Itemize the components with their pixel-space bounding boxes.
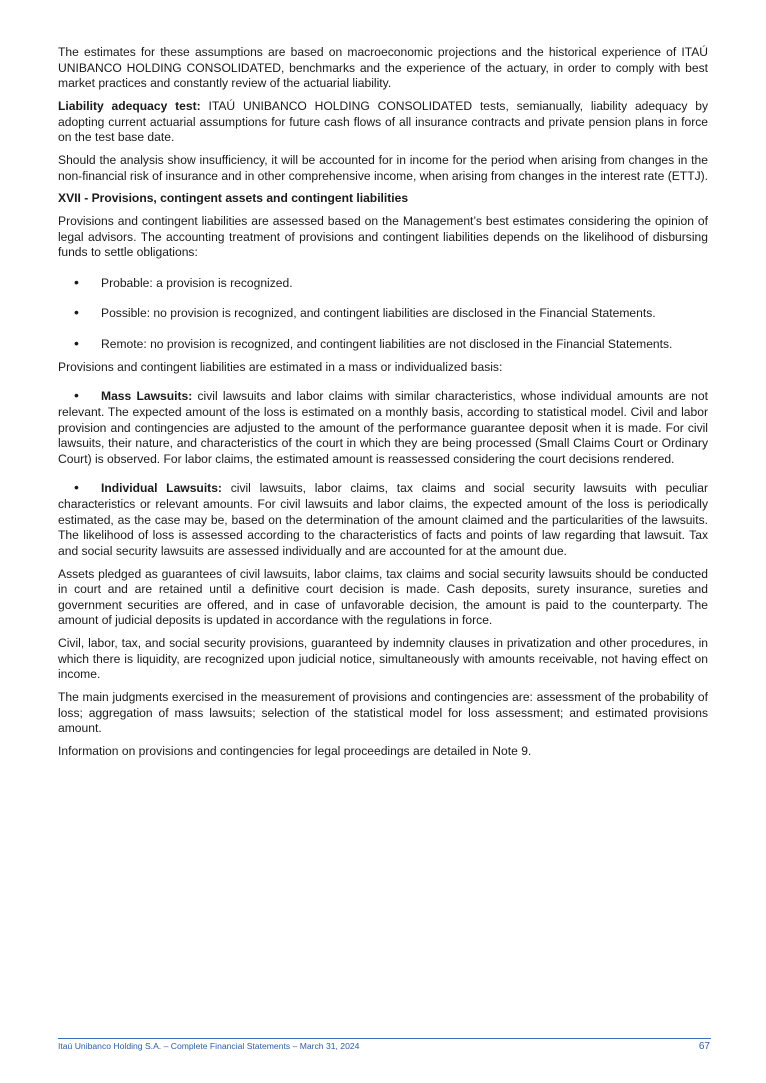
bullet-possible [58,305,708,322]
document-body [58,45,708,767]
paragraph-provisions-intro: Provisions and contingent liabilities are assessed based on the Management’s best estimates considering the opinion of legal advisors. The accounting treatment of provisions and contingent liabilities depends on the likelihood of disbursing funds to settle obligations: [58,214,708,260]
paragraph-insufficiency: Should the analysis show insufficiency, it will be accounted for in income for the period when arising from changes in the non-financial risk of insurance and in other comprehensive income, when arising from changes in the interest rate (ETTJ). [58,152,709,183]
bullet-possible-text: Possible: no provision is recognized, and contingent liabilities are disclosed in the Financial Statements. [101,306,656,321]
liability-adequacy-label: Liability adequacy test: [58,98,201,113]
mass-lawsuits-label: Mass Lawsuits: [101,389,193,404]
bullet-individual-lawsuits [58,480,708,559]
bullet-icon: • [74,304,79,321]
bullet-mass-lawsuits [58,388,708,467]
individual-lawsuits-label: Individual Lawsuits: [101,481,222,496]
section-heading: XVII - Provisions, contingent assets and contingent liabilities [58,191,409,206]
mass-lawsuits-text: civil lawsuits and labor claims with similar characteristics, whose individual amounts are not relevant. The expected amount of the loss is estimated on a monthly basis, according to statistical model. Civil and labor provision and contingencies are adjusted to the amount of the performance guarantee deposit when it is made. For civil lawsuits, their nature, and characteristics of the court in which they are being processed (Small Claims Court or Ordinary Court) is observed. For labor claims, the estimated amount is reassessed considering the court decisions rendered. [58,389,708,466]
footer-document-title: Itaú Unibanco Holding S.A. – Complete Financial Statements – March 31, 2024 [58,1041,360,1051]
bullet-icon: • [74,273,79,290]
bullet-icon: • [74,479,79,496]
paragraph-note-reference: Information on provisions and contingencies for legal proceedings are detailed in Note 9. [58,744,532,759]
bullet-icon: • [74,335,79,352]
footer-divider [58,1038,711,1039]
paragraph-liability-adequacy [58,99,708,146]
bullet-probable-text: Probable: a provision is recognized. [101,275,293,290]
paragraph-estimation-basis: Provisions and contingent liabilities are estimated in a mass or individualized basis: [58,359,503,374]
bullet-probable [58,275,708,292]
paragraph-indemnity: Civil, labor, tax, and social security provisions, guaranteed by indemnity clauses in privatization and other procedures, in which there is liquidity, are recognized upon judicial notice, simultaneously with amounts receivable, not having effect on income. [58,636,708,682]
paragraph-main-judgments: The main judgments exercised in the measurement of provisions and contingencies are: assessment of the probability of loss; aggregation of mass lawsuits; selection of the statistical model for loss assessment; and estimated provisions amount. [58,690,708,736]
individual-lawsuits-text: civil lawsuits, labor claims, tax claims and social security lawsuits with peculiar characteristics or relevant amounts. For civil lawsuits and labor claims, the expected amount of the loss is periodically estimated, as the case may be, based on the determination of the amount claimed and the particularities of the lawsuits. The likelihood of loss is assessed according to the characteristics of facts and points of law regarding that lawsuit. Tax and social security lawsuits are assessed individually and are accounted for at the amount due. [58,481,709,558]
paragraph-assets-pledged: Assets pledged as guarantees of civil lawsuits, labor claims, tax claims and social security lawsuits should be conducted in court and are retained until a definitive court decision is made. Cash deposits, surety insurance, sureties and government securities are offered, and in case of unfavorable decision, the amount is paid to the counterparty. The amount of judicial deposits is updated in accordance with the regulations in force. [58,566,708,628]
bullet-remote-text: Remote: no provision is recognized, and contingent liabilities are not disclosed in the Financial Statements. [101,337,673,352]
page-number: 67 [698,1041,710,1052]
liability-adequacy-text: ITAÚ UNIBANCO HOLDING CONSOLIDATED tests, semianually, liability adequacy by adopting current actuarial assumptions for future cash flows of all insurance contracts and private pension plans in force on the test base date. [58,98,708,145]
paragraph-estimates: The estimates for these assumptions are based on macroeconomic projections and the historical experience of ITAÚ UNIBANCO HOLDING CONSOLIDATED, benchmarks and the experience of the actuary, in order to comply with best market practices and constantly review of the actuarial liability. [58,45,708,91]
bullet-remote [58,336,708,353]
bullet-icon: • [74,387,79,404]
